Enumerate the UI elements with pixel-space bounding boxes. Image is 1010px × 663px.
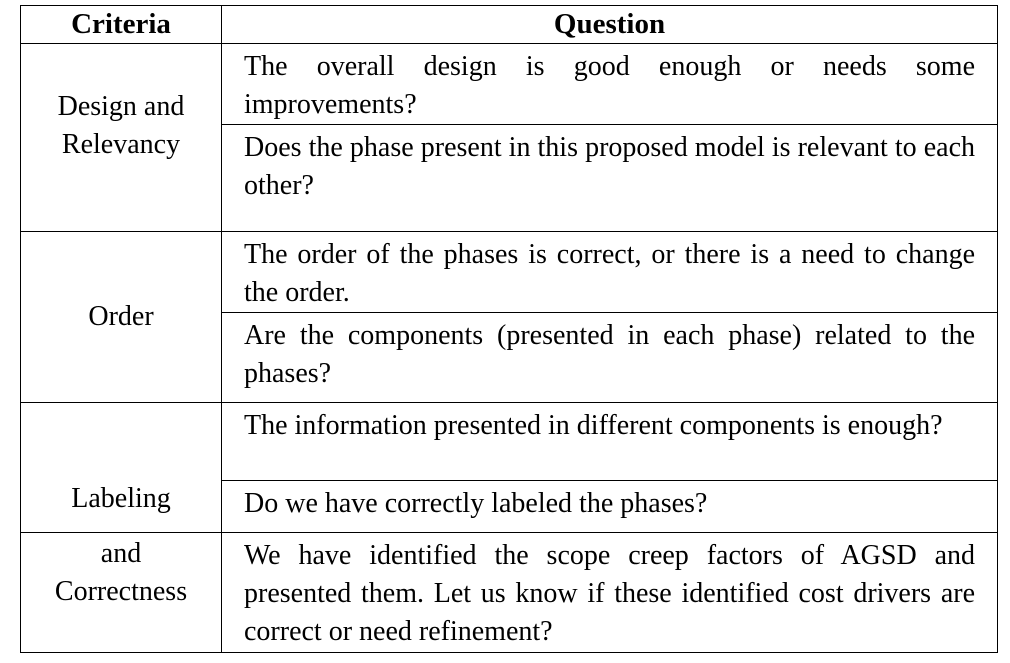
- criteria-line: Correctness: [54, 576, 188, 607]
- criteria-correctness: [21, 533, 222, 653]
- criteria-line: Relevancy: [61, 129, 181, 160]
- question-cell: The information presented in different components is enough?: [222, 403, 998, 481]
- criteria-labeling: [21, 403, 222, 533]
- table-header-row: [21, 6, 998, 44]
- header-question: Question: [222, 6, 998, 44]
- table-row: [21, 533, 998, 653]
- question-cell: Are the components (presented in each phase) related to the phases?: [222, 313, 998, 403]
- table-row: [21, 403, 998, 481]
- question-cell: The order of the phases is correct, or there is a need to change the order.: [222, 232, 998, 313]
- evaluation-criteria-table: [20, 5, 998, 653]
- header-criteria: Criteria: [21, 6, 222, 44]
- question-cell: We have identified the scope creep factors of AGSD and presented them. Let us know if these identified cost drivers are correct or need refinement?: [222, 533, 998, 653]
- criteria-line: Design and: [57, 91, 185, 122]
- criteria-design-relevancy: [21, 44, 222, 232]
- criteria-line: Order: [88, 301, 154, 332]
- criteria-order: [21, 232, 222, 403]
- table-row: [21, 44, 998, 125]
- question-cell: Does the phase present in this proposed model is relevant to each other?: [222, 125, 998, 232]
- question-cell: The overall design is good enough or needs some improvements?: [222, 44, 998, 125]
- criteria-line: and: [100, 538, 142, 569]
- question-cell: Do we have correctly labeled the phases?: [222, 481, 998, 533]
- table-row: [21, 232, 998, 313]
- criteria-line: Labeling: [71, 483, 171, 514]
